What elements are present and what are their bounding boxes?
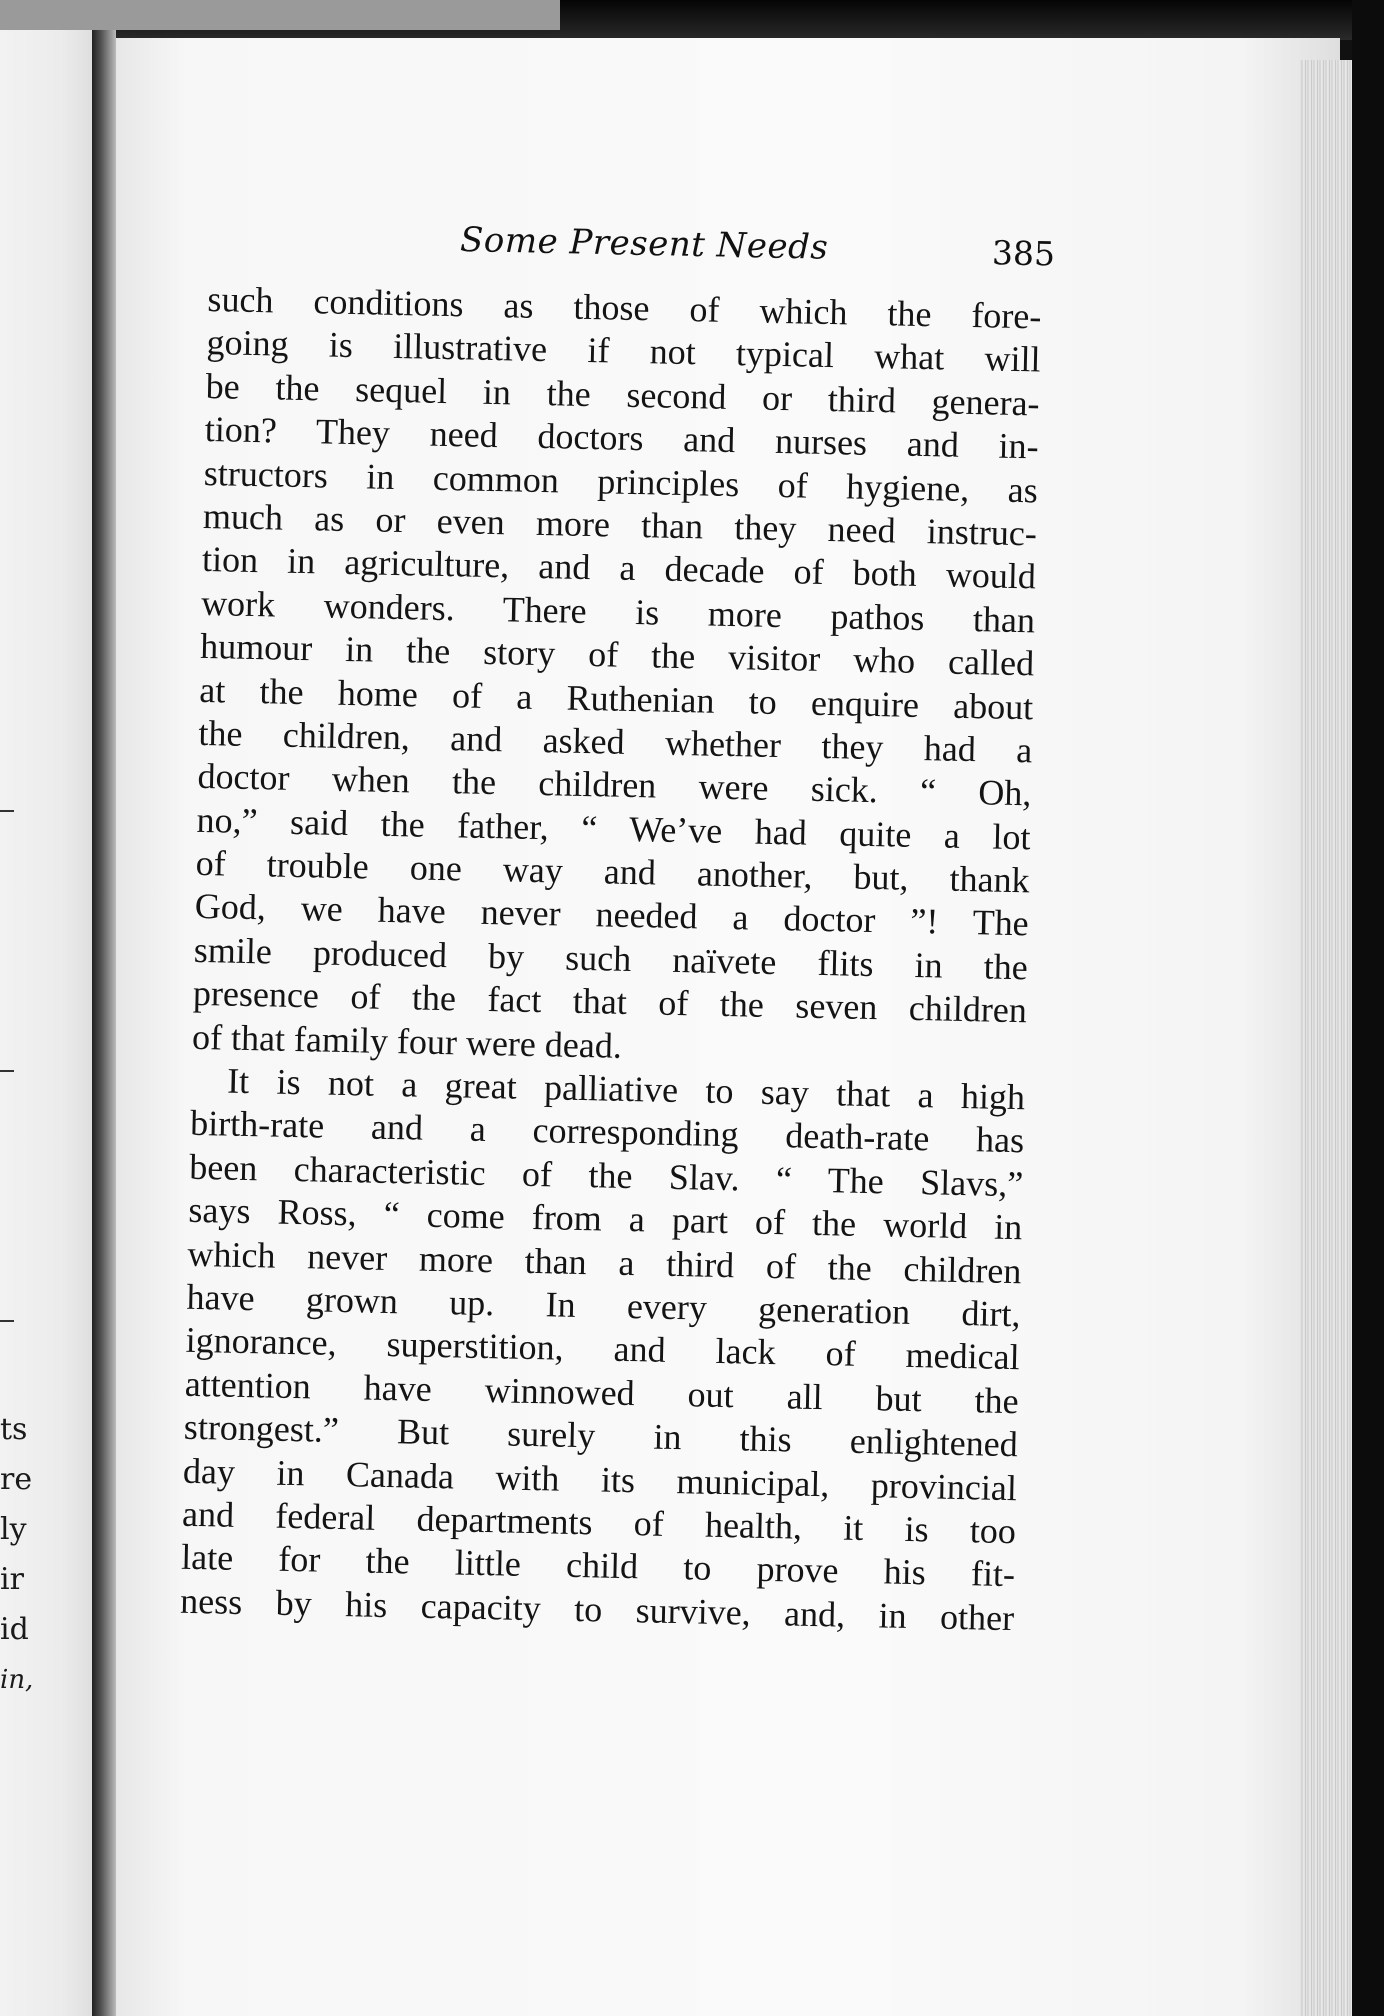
text-line: birth-rate and a corresponding death-rate has bbox=[189, 1103, 1025, 1161]
text-line: no,” said the father, “ We’ve had quite a lot bbox=[196, 799, 1031, 858]
facing-page-mark bbox=[0, 1070, 14, 1072]
text-line: ness by his capacity to survive, and, in other bbox=[179, 1580, 1015, 1638]
facing-page-mark bbox=[0, 810, 14, 812]
text-line: says Ross, “ come from a part of the world in bbox=[188, 1190, 1023, 1248]
text-line: tion in agriculture, and a decade of both would bbox=[201, 539, 1037, 597]
body-text bbox=[180, 278, 1042, 1640]
facing-fragment: ir bbox=[0, 1562, 24, 1597]
facing-page bbox=[0, 30, 100, 2016]
text-line: which never more than a third of the children bbox=[187, 1233, 1022, 1291]
text-line: going is illustrative if not typical what will bbox=[206, 322, 1041, 380]
text-line: much as or even more than they need instruc- bbox=[202, 495, 1038, 554]
running-head: Some Present Needs bbox=[459, 220, 829, 268]
text-line: be the sequel in the second or third genera- bbox=[205, 365, 1040, 424]
text-line: strongest.” But surely in this enlightened bbox=[183, 1406, 1019, 1465]
facing-fragment: re bbox=[0, 1462, 33, 1497]
text-line: the children, and asked whether they had a bbox=[198, 712, 1033, 771]
text-line: It is not a great palliative to say that a high bbox=[226, 1060, 1026, 1118]
text-line: such conditions as those of which the fore- bbox=[207, 278, 1042, 337]
right-shadow bbox=[1352, 0, 1384, 2016]
text-line: at the home of a Ruthenian to enquire about bbox=[198, 669, 1034, 727]
text-line: of that family four were dead. bbox=[191, 1016, 623, 1066]
text-line: been characteristic of the Slav. “ The Slavs,” bbox=[188, 1146, 1024, 1205]
text-line: smile produced by such naïvete flits in the bbox=[193, 929, 1029, 988]
facing-page-fragments bbox=[0, 1405, 40, 1705]
gutter-shadow bbox=[92, 30, 116, 2016]
text-line: God, we have never needed a doctor ”! The bbox=[194, 886, 1030, 944]
page-edges bbox=[1300, 60, 1360, 2016]
text-line: structors in common principles of hygiene, as bbox=[203, 452, 1039, 510]
text-line: ignorance, superstition, and lack of medical bbox=[185, 1320, 1020, 1378]
page-number: 385 bbox=[991, 233, 1056, 274]
facing-fragment: ts bbox=[0, 1412, 28, 1447]
facing-fragment: id bbox=[0, 1612, 29, 1647]
facing-fragment: ly bbox=[0, 1512, 27, 1547]
text-line: of trouble one way and another, but, thank bbox=[195, 842, 1030, 901]
text-line: have grown up. In every generation dirt, bbox=[186, 1276, 1021, 1335]
text-line: and federal departments of health, it is too bbox=[181, 1493, 1017, 1552]
text-line: day in Canada with its municipal, provincial bbox=[182, 1450, 1018, 1508]
text-line: late for the little child to prove his fit- bbox=[180, 1537, 1016, 1595]
text-line: tion? They need doctors and nurses and in- bbox=[204, 409, 1040, 467]
text-line: presence of the fact that of the seven children bbox=[192, 973, 1028, 1031]
top-page-edge bbox=[0, 0, 560, 30]
text-line: work wonders. There is more pathos than bbox=[200, 582, 1036, 641]
text-line: doctor when the children were sick. “ Oh, bbox=[197, 756, 1032, 814]
facing-page-mark bbox=[0, 1320, 14, 1322]
text-line: humour in the story of the visitor who called bbox=[199, 626, 1035, 684]
facing-fragment: in, bbox=[0, 1665, 34, 1695]
text-line: attention have winnowed out all but the bbox=[184, 1363, 1020, 1421]
